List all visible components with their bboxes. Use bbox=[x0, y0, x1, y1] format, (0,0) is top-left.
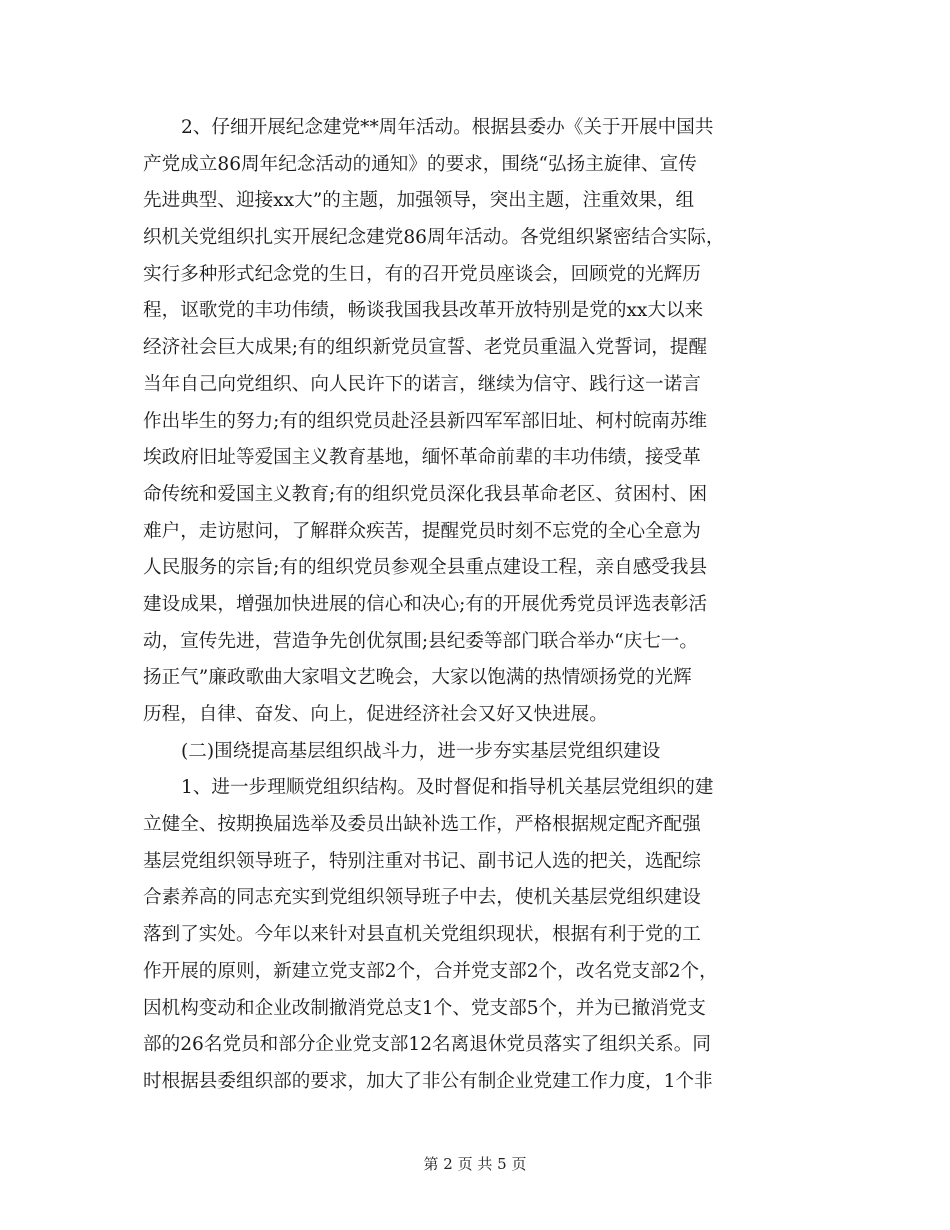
paragraph-line: 人民服务的宗旨;有的组织党员参观全县重点建设工程，亲自感受我县 bbox=[143, 557, 708, 579]
paragraph-line: 基层党组织领导班子，特别注重对书记、副书记人选的把关，选配综 bbox=[143, 850, 701, 872]
paragraph-line: 当年自己向党组织、向人民许下的诺言，继续为信守、践行这一诺言 bbox=[143, 373, 701, 395]
paragraph-line: 产党成立86周年纪念活动的通知》的要求，围绕“弘扬主旋律、宣传 bbox=[143, 153, 697, 175]
paragraph-line: 命传统和爱国主义教育;有的组织党员深化我县革命老区、贫困村、困 bbox=[143, 483, 708, 505]
paragraph-line: 因机构变动和企业改制撤消党总支1个、党支部5个，并为已撤消党支 bbox=[143, 997, 706, 1019]
paragraph-line: 难户，走访慰问，了解群众疾苦，提醒党员时刻不忘党的全心全意为 bbox=[143, 520, 701, 542]
paragraph-line: 落到了实处。今年以来针对县直机关党组织现状，根据有利于党的工 bbox=[143, 924, 701, 946]
paragraph-line: 历程，自律、奋发、向上，促进经济社会又好又快进展。 bbox=[143, 704, 608, 725]
paragraph-line: 时根据县委组织部的要求，加大了非公有制企业党建工作力度，1个非 bbox=[143, 1070, 713, 1092]
paragraph-line: 实行多种形式纪念党的生日，有的召开党员座谈会，回顾党的光辉历 bbox=[143, 263, 701, 285]
section-heading: (二)围绕提高基层组织战斗力，进一步夯实基层党组织建设 bbox=[181, 740, 661, 762]
paragraph-line: 2、仔细开展纪念建党**周年活动。根据县委办《关于开展中国共 bbox=[181, 117, 714, 138]
page-number-footer: 第 2 页 共 5 页 bbox=[423, 1155, 527, 1173]
document-body bbox=[143, 110, 815, 1101]
paragraph-line: 经济社会巨大成果;有的组织新党员宣誓、老党员重温入党誓词，提醒 bbox=[143, 337, 708, 359]
paragraph-line: 立健全、按期换届选举及委员出缺补选工作，严格根据规定配齐配强 bbox=[143, 814, 701, 836]
paragraph-line: 合素养高的同志充实到党组织领导班子中去，使机关基层党组织建设 bbox=[143, 887, 701, 909]
paragraph-line: 动，宣传先进，营造争先创优氛围;县纪委等部门联合举办“庆七一。 bbox=[143, 630, 698, 652]
paragraph-line: 建设成果，增强加快进展的信心和决心;有的开展优秀党员评选表彰活 bbox=[143, 593, 708, 615]
paragraph-line: 程，讴歌党的丰功伟绩，畅谈我国我县改革开放特别是党的xx大以来 bbox=[143, 300, 704, 322]
paragraph-line: 1、进一步理顺党组织结构。及时督促和指导机关基层党组织的建 bbox=[181, 777, 714, 799]
paragraph-line: 作开展的原则，新建立党支部2个，合并党支部2个，改名党支部2个， bbox=[143, 960, 718, 982]
paragraph-line: 织机关党组织扎实开展纪念建党86周年活动。各党组织紧密结合实际， bbox=[143, 227, 725, 249]
paragraph-line: 先进典型、迎接xx大”的主题，加强领导，突出主题，注重效果，组 bbox=[143, 190, 695, 212]
paragraph-line: 作出毕生的努力;有的组织党员赴泾县新四军军部旧址、柯村皖南苏维 bbox=[143, 410, 708, 432]
paragraph-line: 部的26名党员和部分企业党支部12名离退休党员落实了组织关系。同 bbox=[143, 1034, 711, 1056]
paragraph-line: 扬正气”廉政歌曲大家唱文艺晚会，大家以饱满的热情颂扬党的光辉 bbox=[143, 667, 692, 689]
paragraph-line: 埃政府旧址等爱国主义教育基地，缅怀革命前辈的丰功伟绩，接受革 bbox=[143, 447, 701, 469]
